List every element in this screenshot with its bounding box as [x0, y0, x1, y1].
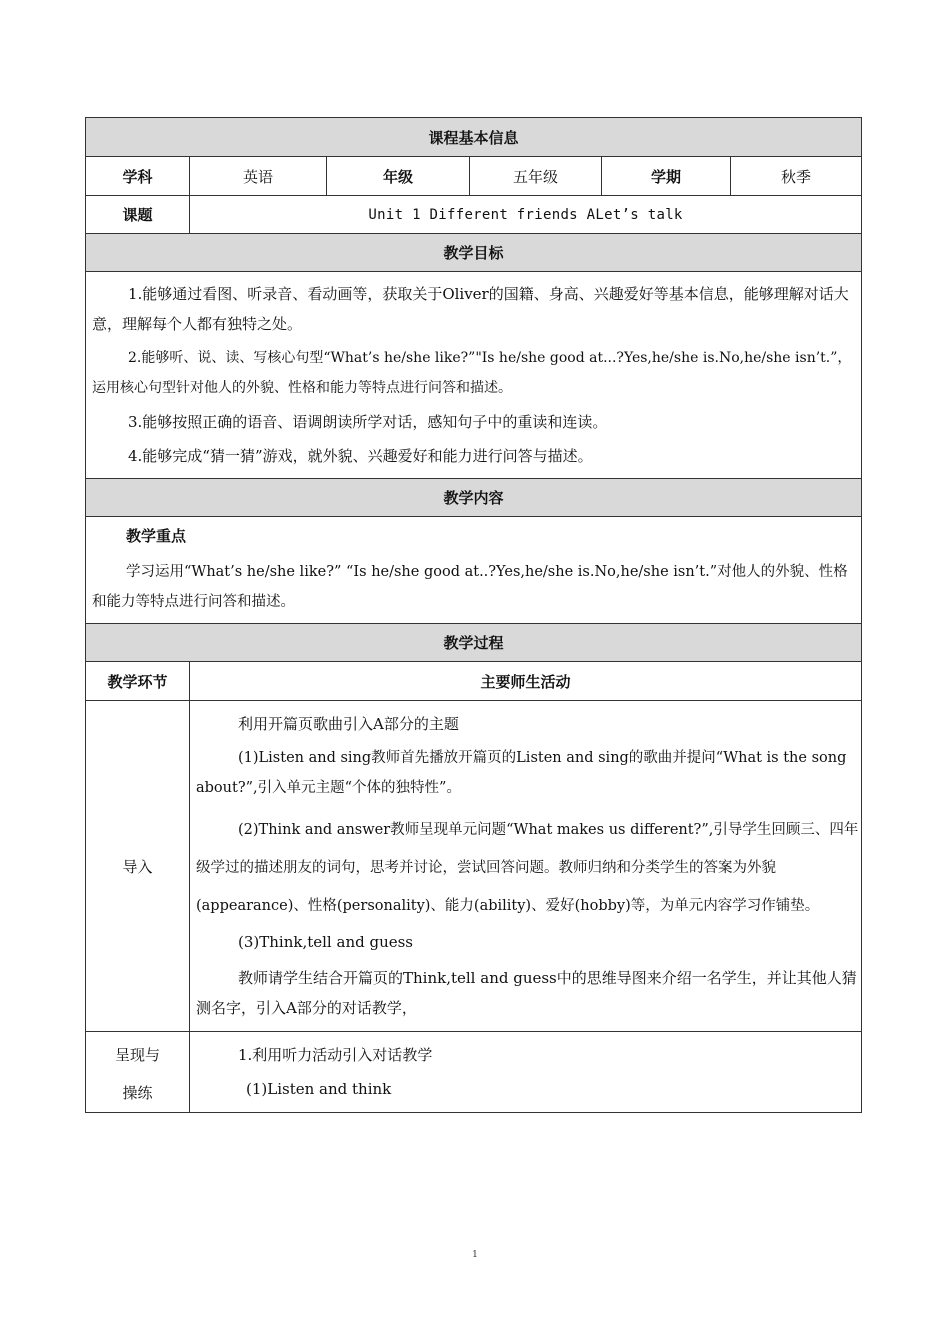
term-value: 秋季	[731, 157, 862, 196]
intro-line: (2)Think and answer教师呈现单元问题“What makes us different?”,引导学生回顾三、四年级学过的描述朋友的词句，思考并讨论，尝试回答问题。教师归纳和分类学生的答案为外貌(appearance)、性格(personality)、能力(ability)、爱好(hobby)等，为单元内容学习作铺垫。	[196, 822, 859, 914]
present-line: 1.利用听力活动引入对话教学	[238, 1046, 433, 1064]
intro-line: 利用开篇页歌曲引入A部分的主题	[238, 715, 459, 733]
grade-value: 五年级	[470, 157, 602, 196]
key-point-text: 学习运用“What’s he/she like?” “Is he/she good at..?Yes,he/she is.No,he/she isn’t.”对他人的外貌、性格和能力等特点进行问答和描述。	[92, 564, 848, 610]
content-cell	[86, 517, 862, 624]
intro-stage: 导入	[86, 701, 190, 1032]
process-col-stage: 教学环节	[86, 662, 190, 701]
term-label: 学期	[602, 157, 731, 196]
key-point-label: 教学重点	[126, 527, 187, 545]
present-stage	[86, 1032, 190, 1113]
present-stage-line2: 操练	[122, 1084, 153, 1102]
section-header-basic-info: 课程基本信息	[86, 118, 862, 157]
intro-line: 教师请学生结合开篇页的Think,tell and guess中的思维导图来介绍一名学生，并让其他人猜测名字，引入A部分的对话教学，	[196, 969, 857, 1017]
topic-label: 课题	[86, 196, 190, 234]
section-header-process: 教学过程	[86, 624, 862, 662]
section-header-objectives: 教学目标	[86, 234, 862, 272]
present-line: (1)Listen and think	[246, 1080, 392, 1098]
grade-label: 年级	[327, 157, 470, 196]
subject-value: 英语	[190, 157, 327, 196]
page-number: 1	[472, 1250, 478, 1260]
process-col-activity: 主要师生活动	[190, 662, 862, 701]
objective-item: 2.能够听、说、读、写核心句型“What’s he/she like?”"Is he/she good at...?Yes,he/she is.No,he/she isn’t.”，运用核心句型针对他人的外貌、性格和能力等特点进行问答和描述。	[92, 350, 852, 396]
section-header-content: 教学内容	[86, 479, 862, 517]
objective-item: 4.能够完成“猜一猜”游戏，就外貌、兴趣爱好和能力进行问答与描述。	[128, 447, 593, 465]
lesson-plan-document	[85, 117, 861, 1113]
present-activity-cell	[190, 1032, 862, 1113]
topic-value: Unit 1 Different friends ALet’s talk	[190, 196, 862, 234]
present-stage-line1: 呈现与	[114, 1046, 160, 1064]
objective-item: 3.能够按照正确的语音、语调朗读所学对话，感知句子中的重读和连读。	[128, 413, 608, 431]
intro-line: (3)Think,tell and guess	[238, 933, 414, 951]
intro-activity-cell	[190, 701, 862, 1032]
intro-line: (1)Listen and sing教师首先播放开篇页的Listen and sing的歌曲并提问“What is the song about?”,引入单元主题“个体的独特性”。	[196, 750, 847, 796]
subject-label: 学科	[86, 157, 190, 196]
lesson-plan-table	[85, 117, 862, 1113]
objectives-cell	[86, 272, 862, 479]
objective-item: 1.能够通过看图、听录音、看动画等，获取关于Oliver的国籍、身高、兴趣爱好等基本信息，能够理解对话大意，理解每个人都有独特之处。	[92, 285, 849, 333]
